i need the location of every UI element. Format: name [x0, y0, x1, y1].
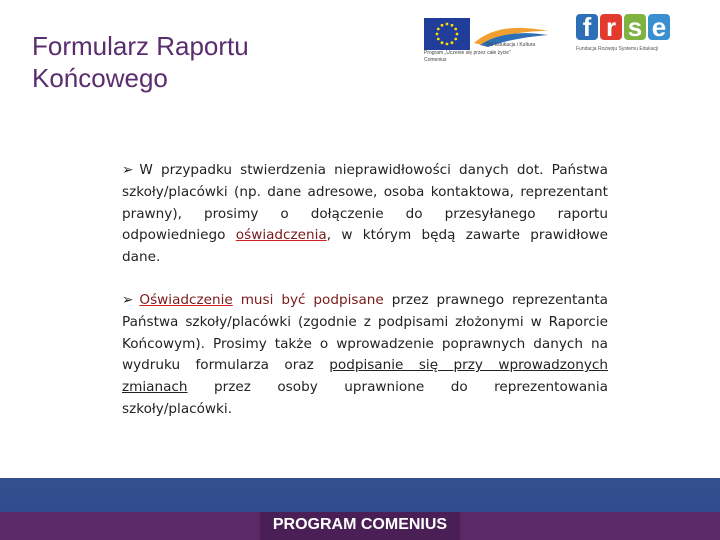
arrow-bullet-icon: ➢ [122, 291, 134, 308]
paragraph-2-text-1: musi być [232, 291, 314, 308]
paragraph-2-underlined: podpisanie się przy wprowadzonych zmianach [122, 357, 608, 396]
eu-flag-icon [424, 18, 470, 50]
paragraph-2-text-2: przez prawnego reprezentanta Państwa szkoły/placówki (zgodnie z podpisami złożonymi w Raporcie Końcowym). Prosimy także o wprowadzenie poprawnych danych na wydruku formularza oraz [122, 291, 608, 374]
paragraph-2-red: podpisane [313, 291, 384, 308]
frse-letter-s: s [624, 14, 646, 40]
paragraph-1-end: , w którym będą zawarte prawidłowe dane. [122, 227, 608, 266]
frse-caption: Fundacja Rozwoju Systemu Edukacji [576, 46, 659, 52]
frse-letter-r: r [600, 14, 622, 40]
main-content [122, 160, 608, 442]
arrow-bullet-icon: ➢ [122, 162, 134, 178]
page-title: Formularz Raportu Końcowego [32, 31, 249, 93]
bullet-paragraph-2 [122, 290, 608, 421]
bullet-paragraph-1 [122, 160, 608, 269]
frse-logo [576, 14, 686, 66]
frse-letter-e: e [648, 14, 670, 40]
eu-ribbon-caption: DG Edukacja i Kultura [486, 42, 536, 48]
frse-letters [576, 14, 686, 40]
paragraph-2-text-3: przez osoby uprawnione do reprezentowania szkoły/placówki. [122, 379, 608, 417]
paragraph-1-text: W przypadku stwierdzenia nieprawidłowości danych dot. Państwa szkoły/placówki (np. dane adresowe, osoba kontaktowa, reprezentant prawny), prosimy o dołączenie do przesyłanego raportu odpowiedniego [122, 162, 608, 244]
frse-letter-f: f [576, 14, 598, 40]
eu-program-caption: Program „Uczenie się przez całe życie” Comenius [424, 50, 511, 63]
eu-comenius-logo [420, 14, 550, 74]
paragraph-2-highlight: Oświadczenie [139, 291, 233, 308]
footer-program-label: PROGRAM COMENIUS [260, 512, 460, 540]
paragraph-1-highlight: oświadczenia [235, 227, 327, 244]
